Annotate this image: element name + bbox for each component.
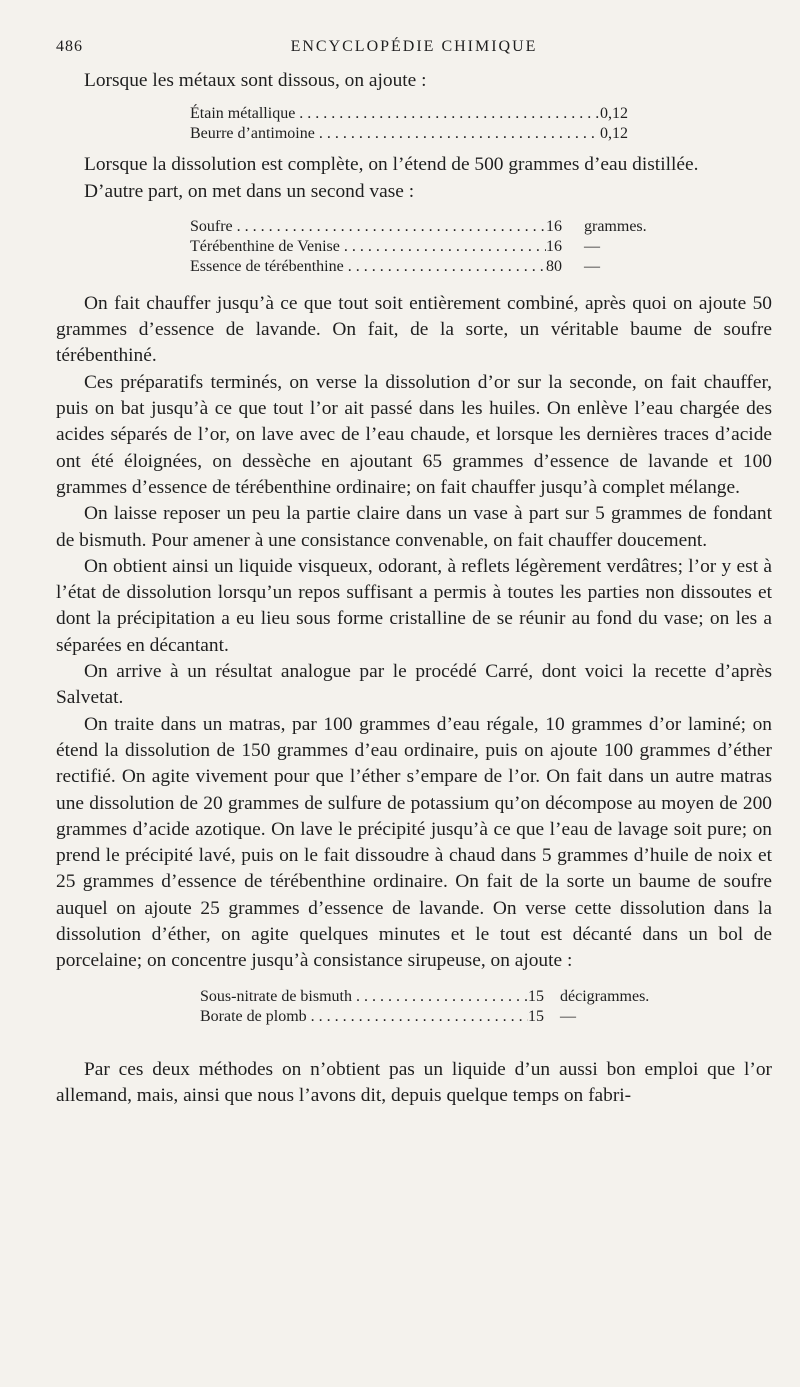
ingredient-value: 16 [546, 217, 562, 235]
paragraph: Par ces deux méthodes on n’obtient pas un liquide d’un aussi bon emploi que l’or allemand, mais, ainsi que nous l’avons dit, depuis quelque temps on fabri- [56, 1058, 772, 1106]
paragraph: On laisse reposer un peu la partie claire dans un vase à part sur 5 grammes de fondant de bismuth. Pour amener à une consistance convenable, on fait chauffer doucement. [56, 503, 772, 551]
ingredient-value: 0,12 [600, 125, 628, 143]
table-row [190, 217, 772, 237]
ingredient-table [56, 217, 772, 277]
paragraph: On fait chauffer jusqu’à ce que tout soit entièrement combiné, après quoi on ajoute 50 grammes d’essence de lavande. On fait, de la sorte, un véritable baume de soufre térébenthiné. [56, 292, 772, 367]
paragraph: On arrive à un résultat analogue par le procédé Carré, dont voici la recette d’après Salvetat. [56, 661, 772, 709]
running-title: ENCYCLOPÉDIE CHIMIQUE [290, 38, 538, 55]
ingredient-name: Étain métallique . . . [190, 104, 600, 124]
ingredient-unit: décigrammes. [560, 987, 650, 1005]
ingredient-value: 0,12 [600, 105, 628, 123]
ingredient-name: Beurre d’antimoine . . . [190, 124, 600, 144]
ingredient-name: Essence de térébenthine . . . [190, 257, 546, 277]
ingredient-unit: — [584, 257, 600, 275]
paragraph: On traite dans un matras, par 100 grammes d’eau régale, 10 grammes d’or laminé; on étend la dissolution de 150 grammes d’eau ordinaire, puis on ajoute 100 grammes d’éther rectifié. On agite vivement pour que l’éther s’empare de l’or. On fait dans un autre matras une dissolution de 20 grammes de sulfure de potassium qu’on décompose au moyen de 200 grammes d’acide azotique. On lave le précipité jusqu’à ce que l’eau de lavage soit pure; on prend le précipité lavé, puis on le fait dissoudre à chaud dans 5 grammes d’huile de noix et 25 grammes d’essence de térébenthine ordinaire. On fait de la sorte un baume de soufre auquel on ajoute 25 grammes d’essence de lavande. On verse cette dissolution dans la dissolution d’éther, on agite quelques minutes et le tout est décanté dans un bol de porcelaine; on concentre jusqu’à consistance sirupeuse, on ajoute : [56, 713, 772, 972]
paragraph: Lorsque les métaux sont dissous, on ajoute : [84, 70, 427, 91]
ingredient-unit: — [584, 237, 600, 255]
page-number: 486 [56, 38, 83, 55]
ingredient-name: Térébenthine de Venise . . . [190, 237, 546, 257]
ingredient-value: 15 [528, 1007, 544, 1025]
paragraph: Lorsque la dissolution est complète, on l’étend de 500 grammes d’eau distillée. [84, 154, 699, 176]
table-row [190, 257, 772, 277]
paragraph: Ces préparatifs terminés, on verse la dissolution d’or sur la seconde, on fait chauffer, puis on bat jusqu’à ce que tout l’or ait passé dans les huiles. On enlève l’eau chargée des acides séparés de l’or, on lave avec de l’eau chaude, et lorsque les dernières traces d’acide ont été éloignées, on dessèche en ajoutant 65 grammes d’essence de lavande et 100 grammes d’essence de térébenthine ordinaire; on fait chauffer jusqu’à complet mélange. [56, 371, 772, 498]
ingredient-value: 80 [546, 257, 562, 275]
ingredient-value: 16 [546, 237, 562, 255]
paragraph: D’autre part, on met dans un second vase : [84, 180, 415, 202]
table-row [190, 237, 772, 257]
ingredient-name: Soufre . . . [190, 217, 546, 237]
ingredient-table [56, 987, 772, 1027]
ingredient-unit: — [560, 1007, 576, 1025]
table-row [200, 1007, 772, 1027]
paragraph: On obtient ainsi un liquide visqueux, odorant, à reflets légèrement verdâtres; l’or y est à l’état de dissolution lorsqu’un repos suffisant a permis à toutes les parties non dissoutes et dont la précipitation a eu lieu sous forme cristalline de se réunir au fond du vase; on les a séparées en décantant. [56, 555, 772, 656]
ingredient-unit: grammes. [584, 217, 647, 235]
ingredient-name: Sous-nitrate de bismuth . . . [200, 987, 528, 1007]
page-header [56, 30, 772, 60]
ingredient-value: 15 [528, 987, 544, 1005]
ingredient-name: Borate de plomb . . . [200, 1007, 528, 1027]
table-row [200, 987, 772, 1007]
table-row [190, 124, 772, 144]
table-row [190, 104, 772, 124]
ingredient-table [56, 104, 772, 144]
